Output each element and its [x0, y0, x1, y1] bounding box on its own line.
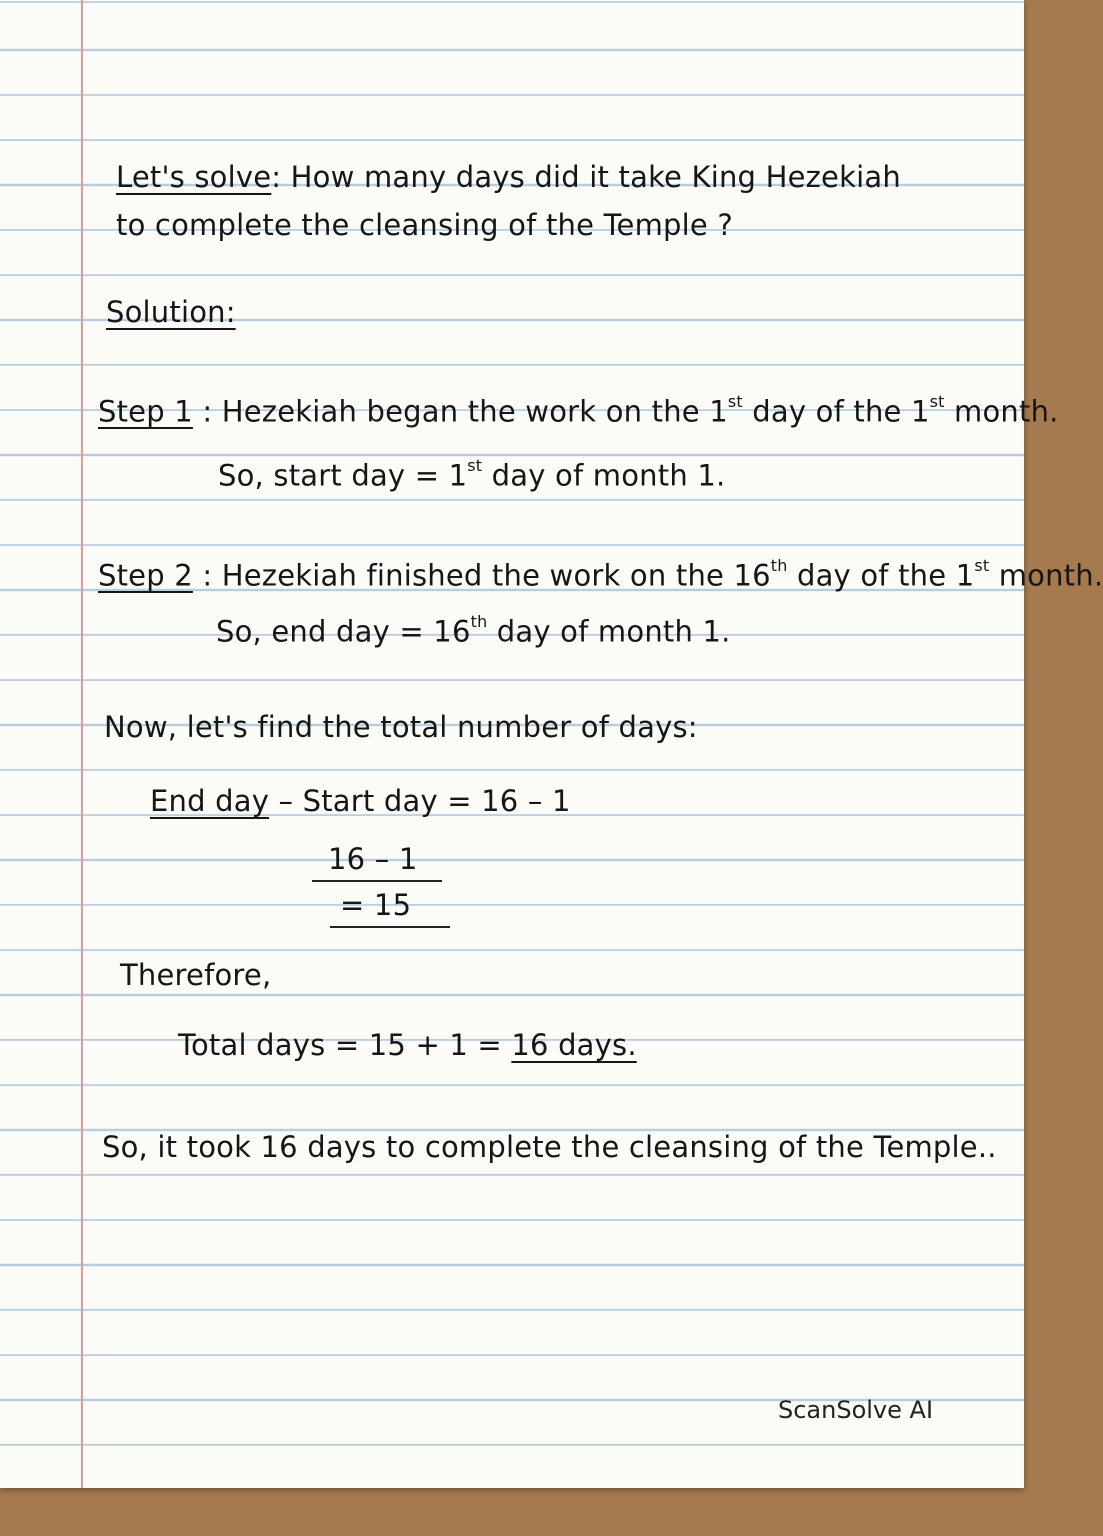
- step2-text-c: month.: [989, 558, 1103, 593]
- step1-so-a: So, start day = 1: [218, 458, 468, 493]
- step2-so-sup: th: [470, 612, 488, 631]
- question-line-2: to complete the cleansing of the Temple ?: [116, 208, 733, 242]
- work-rule-top: [312, 880, 442, 882]
- step2-sup-b: st: [974, 556, 990, 575]
- work-result: = 15: [340, 888, 412, 922]
- step2-so-line: [216, 612, 731, 648]
- margin-line: [81, 0, 83, 1488]
- step1-sup-a: st: [727, 392, 743, 411]
- question-lead: Let's solve: [116, 160, 272, 194]
- equation-lhs: End day: [150, 784, 270, 818]
- step2-sup-a: th: [770, 556, 788, 575]
- step1-so-line: [218, 456, 725, 492]
- total-text: Total days = 15 + 1 =: [178, 1028, 512, 1062]
- total-line: [178, 1028, 637, 1062]
- work-rule-bottom: [330, 926, 450, 928]
- step1-text-a: Hezekiah began the work on the 1: [221, 394, 728, 429]
- step2-line: [98, 556, 1103, 592]
- step1-line: [98, 392, 1059, 428]
- brand-signature: ScanSolve AI: [778, 1396, 934, 1424]
- question-text-1: : How many days did it take King Hezekiah: [271, 160, 901, 194]
- step1-text-b: day of the 1: [742, 394, 930, 429]
- step2-colon: :: [202, 558, 213, 593]
- step1-label: Step 1: [98, 394, 193, 429]
- equation-line: [150, 784, 571, 818]
- therefore-label: Therefore,: [120, 958, 272, 992]
- question-line-1: [116, 160, 901, 194]
- step2-so-a: So, end day = 16: [216, 614, 471, 649]
- step2-so-b: day of month 1.: [487, 614, 731, 649]
- equation-rest: – Start day = 16 – 1: [269, 784, 571, 818]
- step1-text-c: month.: [944, 394, 1059, 429]
- step1-so-b: day of month 1.: [482, 458, 726, 493]
- step1-colon: :: [202, 394, 213, 429]
- step1-sup-b: st: [929, 392, 945, 411]
- solution-heading: Solution:: [106, 295, 236, 329]
- conclusion: So, it took 16 days to complete the cleansing of the Temple..: [102, 1130, 997, 1164]
- total-intro: Now, let's find the total number of days:: [104, 710, 698, 744]
- work-top: 16 – 1: [328, 842, 418, 876]
- total-answer: 16 days.: [511, 1028, 637, 1062]
- step2-text-b: day of the 1: [787, 558, 975, 593]
- step2-text-a: Hezekiah finished the work on the 16: [221, 558, 771, 593]
- step2-label: Step 2: [98, 558, 193, 593]
- step1-so-sup: st: [467, 456, 483, 475]
